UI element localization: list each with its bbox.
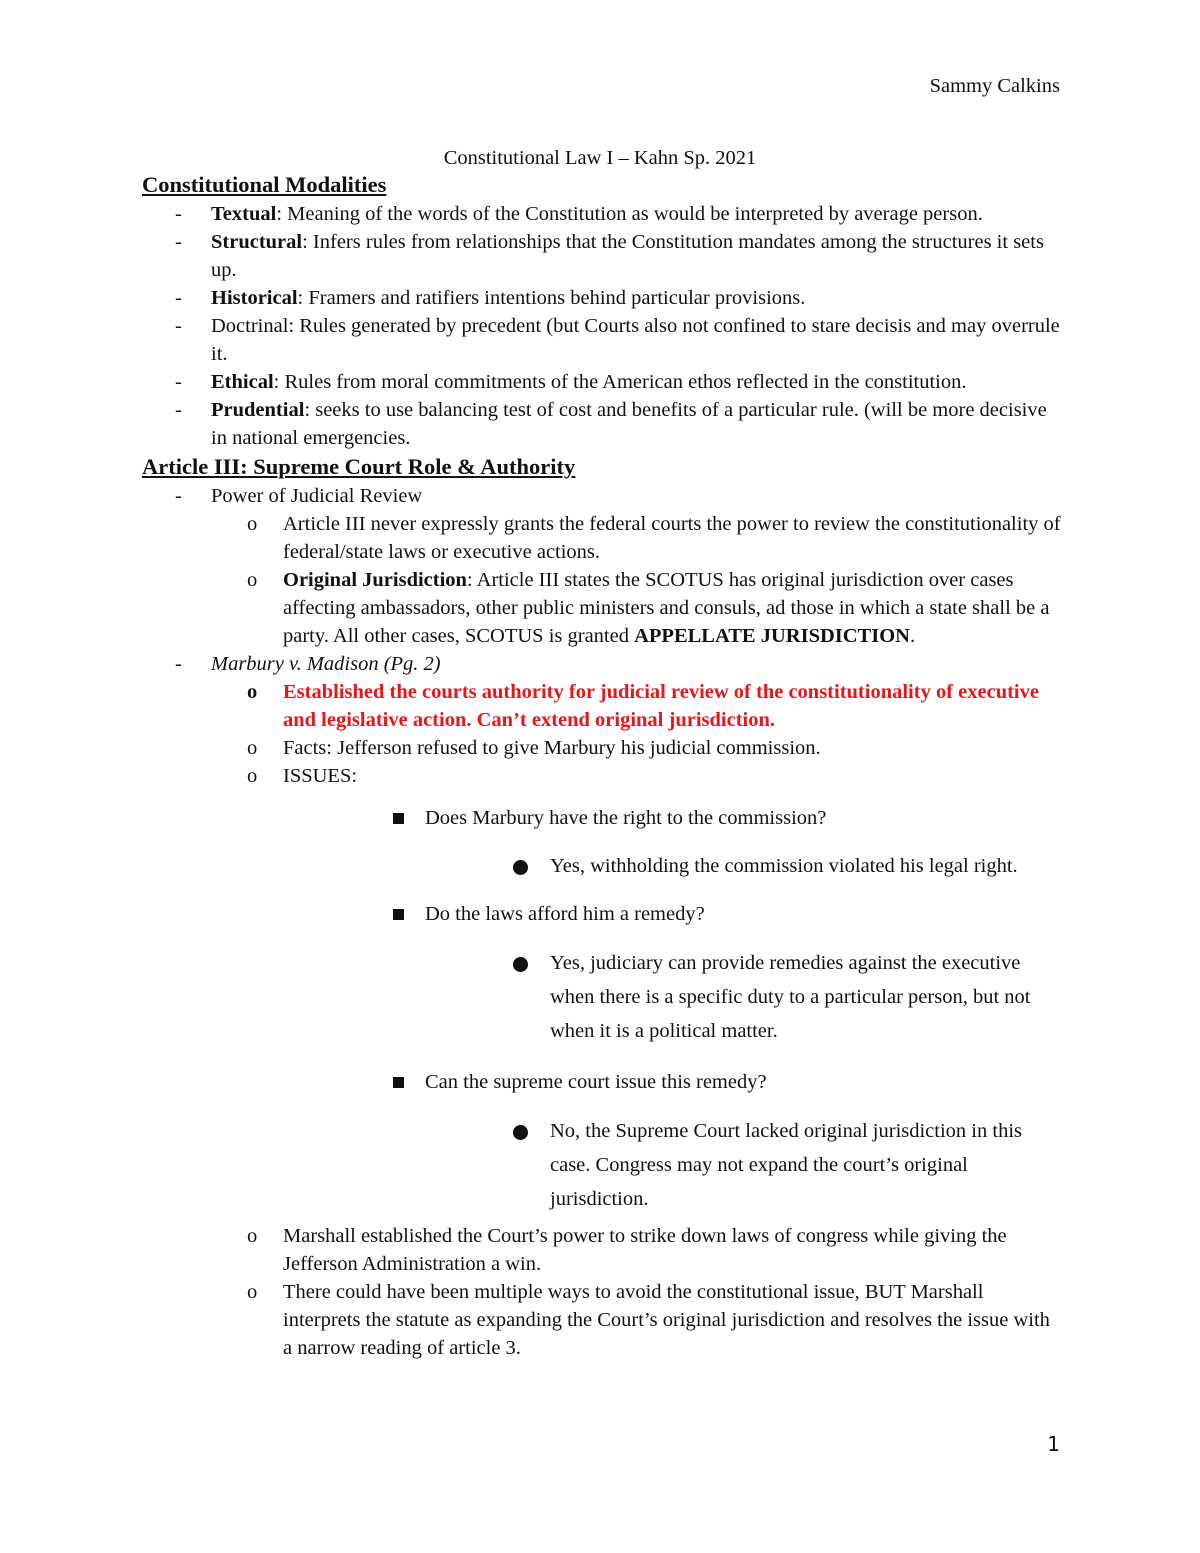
dash-bullet: - [175,371,182,393]
case-name: Marbury v. Madison (Pg. 2) [211,653,441,675]
issue-question: Does Marbury have the right to the commission? [425,807,827,829]
list-item [211,1278,1062,1362]
answer-list [495,1114,1062,1216]
circle-bullet: o [247,1281,258,1303]
dash-bullet: - [175,315,182,337]
list-item [142,396,1062,452]
article-iii-list [142,482,1062,510]
modality-term: Prudential [211,399,305,421]
issue-question: Can the supreme court issue this remedy? [425,1071,767,1093]
dot-bullet [513,1125,528,1140]
answer-item [495,946,1062,1048]
issue-answer: No, the Supreme Court lacked original jurisdiction in this case. Congress may not expand the court’s original jurisdiction. [550,1120,1022,1210]
dot-bullet [513,860,528,875]
list-item [142,284,1062,312]
case-list [142,650,1062,678]
issues-list [355,804,1062,1216]
dot-bullet [513,957,528,972]
modality-text: : seeks to use balancing test of cost and benefits of a particular rule. (will be more decisive in national emergencies. [211,399,1047,449]
circle-bullet: o [247,681,258,703]
modality-text: : Framers and ratifiers intentions behind particular provisions. [297,287,806,309]
case-facts: Facts: Jefferson refused to give Marbury his judicial commission. [283,737,821,759]
dash-bullet: - [175,203,182,225]
list-item [142,228,1062,284]
original-jurisdiction-term: Original Jurisdiction [283,569,467,591]
original-jurisdiction-text: : Article III states the SCOTUS has original jurisdiction over cases affecting ambassadors, other public ministers and consuls, ad those in which a state shall be a party. All other cases, SCOTUS is granted [283,569,1050,647]
author-name: Sammy Calkins [929,75,1060,97]
modality-term: Ethical [211,371,274,393]
list-item [211,762,1062,1222]
answer-list [495,946,1062,1048]
judicial-review-point: Article III never expressly grants the federal courts the power to review the constitutionality of federal/state laws or executive actions. [283,513,1061,563]
marbury-points [211,678,1062,1362]
modality-text: Doctrinal: Rules generated by precedent (but Courts also not confined to stare decisis and may overrule it. [211,315,1060,365]
issue-answer: Yes, judiciary can provide remedies against the executive when there is a specific duty to a particular person, but not when it is a political matter. [550,952,1031,1042]
list-item [211,566,1062,650]
dash-bullet: - [175,399,182,421]
circle-bullet: o [247,513,258,535]
list-item [211,678,1062,734]
modality-text: : Infers rules from relationships that the Constitution mandates among the structures it sets up. [211,231,1044,281]
issue-item [355,1068,1062,1216]
list-item [211,1222,1062,1278]
section-heading-modalities: Constitutional Modalities [142,172,387,197]
section-heading-article-iii: Article III: Supreme Court Role & Authority [142,454,576,479]
issue-answer: Yes, withholding the commission violated his legal right. [550,855,1018,877]
dash-bullet: - [175,231,182,253]
answer-list [495,852,1062,880]
modality-term: Structural [211,231,303,253]
dash-bullet: - [175,653,182,675]
square-bullet [393,909,404,920]
case-note: There could have been multiple ways to avoid the constitutional issue, BUT Marshall interprets the statute as expanding the Court’s original jurisdiction and resolves the issue with a narrow reading of article 3. [283,1281,1050,1359]
list-item [142,650,1062,678]
circle-bullet: o [247,1225,258,1247]
modality-term: Historical [211,287,298,309]
list-item [142,312,1062,368]
dash-bullet: - [175,287,182,309]
list-item [211,734,1062,762]
case-holding: Established the courts authority for judicial review of the constitutionality of executive and legislative action. Can’t extend original jurisdiction. [283,681,1039,731]
dash-bullet: - [175,485,182,507]
modality-text: : Meaning of the words of the Constitution as would be interpreted by average person. [276,203,983,225]
list-item [142,200,1062,228]
issue-question: Do the laws afford him a remedy? [425,903,705,925]
square-bullet [393,813,404,824]
modality-text: : Rules from moral commitments of the American ethos reflected in the constitution. [273,371,967,393]
sentence-end: . [909,625,916,647]
document-body [142,170,1062,1362]
modality-term: Textual [211,203,277,225]
appellate-jurisdiction-term: APPELLATE JURISDICTION [634,625,910,647]
circle-bullet: o [247,737,258,759]
circle-bullet: o [247,765,258,787]
modalities-list [142,200,1062,452]
circle-bullet: o [247,569,258,591]
case-note: Marshall established the Court’s power to strike down laws of congress while giving the Jefferson Administration a win. [283,1225,1007,1275]
list-item [211,510,1062,566]
answer-item [495,852,1062,880]
judicial-review-points [211,510,1062,650]
page-number: 1 [1047,1432,1060,1456]
square-bullet [393,1077,404,1088]
answer-item [495,1114,1062,1216]
list-item [142,368,1062,396]
document-title: Constitutional Law I – Kahn Sp. 2021 [443,147,757,169]
issue-item [355,804,1062,880]
issues-label: ISSUES: [283,765,358,787]
issue-item [355,900,1062,1048]
list-item [142,482,1062,510]
judicial-review-label: Power of Judicial Review [211,485,423,507]
